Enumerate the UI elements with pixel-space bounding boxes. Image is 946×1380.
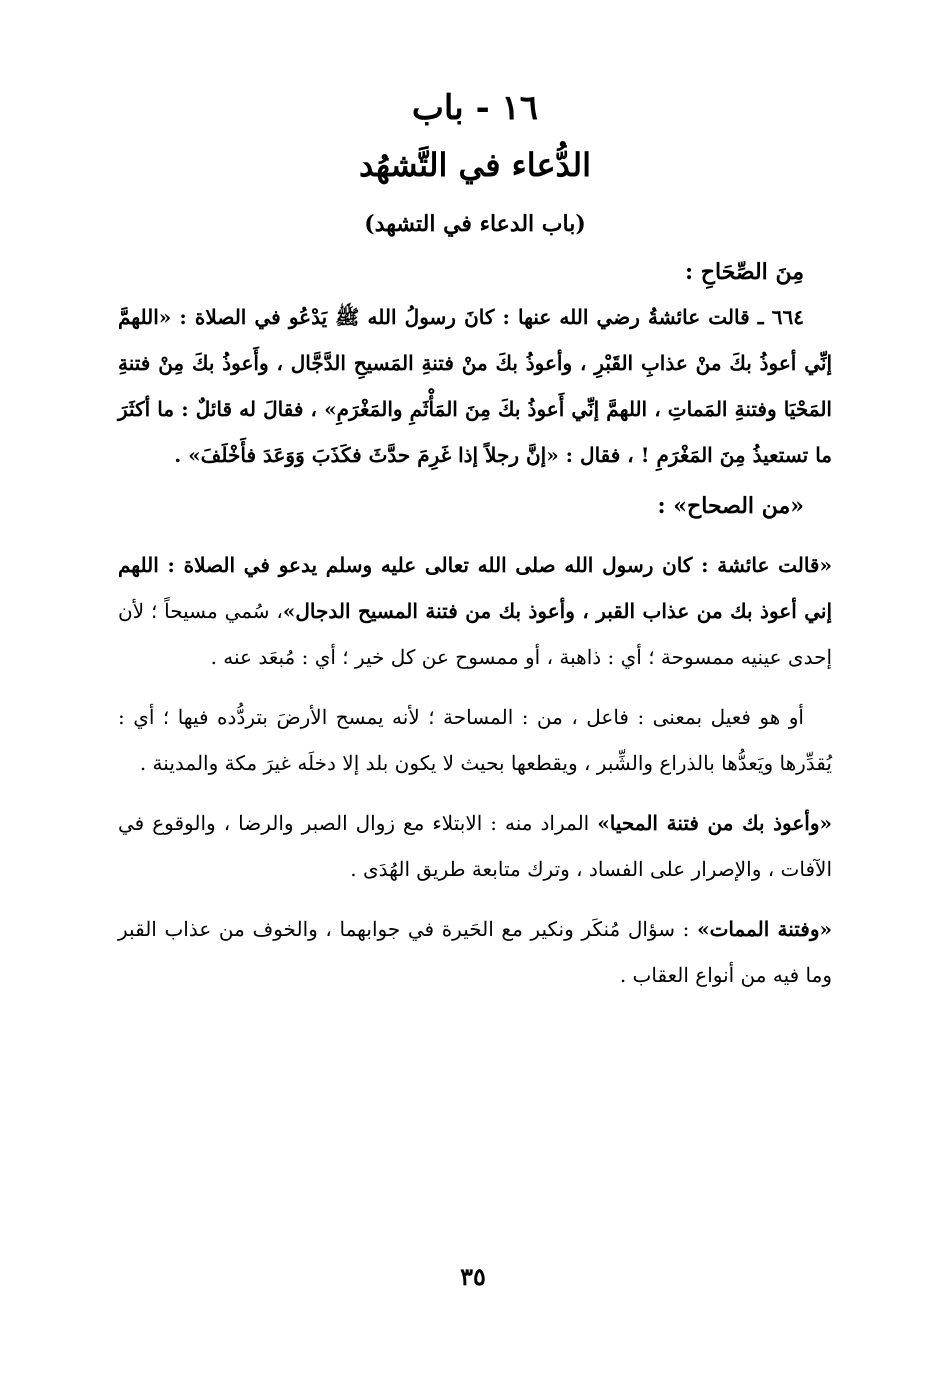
hadith-text: ٦٦٤ ـ قالت عائشةُ رضي الله عنها : كانَ رسولُ الله ﷺ يَدْعُو في الصلاة : «اللهمَّ إنِّي أعوذُ بكَ منْ عذابِ القَبْرِ ، وأعوذُ بكَ منْ فتنةِ المَسيحِ الدَّجَّال ، وأَعوذُ بكَ مِنْ فتنةِ المَحْيَا وفتنةِ المَماتِ ، اللهمَّ إنِّي أَعوذُ بكَ مِنَ المَأْثَمِ والمَغْرَمِ» ، فقالَ له قائلٌ : ما أكثَرَ ما تستعيذُ مِنَ المَغْرَمِ ! ، فقال : «إنَّ رجلاً إذا غَرِمَ حدَّثَ فكَذَبَ وَوَعَدَ فأَخْلَفَ» .	[118, 305, 832, 467]
commentary-quote-4: «وفتنة الممات»	[697, 917, 833, 941]
commentary-text-1: ، سُمي مسيحاً ؛ لأن إحدى عينيه ممسوحة ؛ أي : ذاهبة ، أو ممسوح عن كل خير ؛ أي : مُبعَد عنه .	[118, 599, 832, 669]
page-number: ٣٥	[460, 1262, 486, 1291]
commentary-paragraph-1	[118, 542, 832, 680]
commentary-text-3: المراد منه : الابتلاء مع زوال الصبر والرضا ، والوقوع في الآفات ، والإصرار على الفساد ، وترك متابعة طريق الهُدَى .	[118, 811, 832, 881]
masabih-section-label: مِنَ الصِّحَاحِ :	[685, 259, 804, 285]
chapter-title: الدُّعاء في التَّشهُد	[359, 146, 591, 184]
commentary-quote-3: «وأعوذ بك من فتنة المحيا»	[597, 811, 833, 835]
commentary-paragraph-3	[118, 800, 832, 892]
commentary-quote-1: «قالت عائشة : كان رسول الله صلى الله تعالى عليه وسلم يدعو في الصلاة : اللهم إني أعوذ بك من عذاب القبر ، وأعوذ بك من فتنة المسيح الدجال»	[118, 553, 833, 623]
page-body	[118, 80, 832, 998]
chapter-subtitle: (باب الدعاء في التشهد)	[364, 211, 586, 237]
commentary-text-4: : سؤال مُنكَر ونكير مع الحَيرة في جوابهما ، والخوف من عذاب القبر وما فيه من أنواع العقاب .	[118, 917, 832, 987]
commentary-paragraph-4	[118, 906, 832, 998]
commentary-paragraph-2: أو هو فعيل بمعنى : فاعل ، من : المساحة ؛ لأنه يمسح الأرضَ بتردُّده فيها ؛ أي : يُقدِّرها ويَعدُّها بالذراع والشِّبر ، ويقطعها بحيث لا يكون بلد إلا دخلَه غيرَ مكة والمدينة .	[118, 705, 832, 775]
sharh-section-label: «من الصحاح» :	[657, 493, 804, 519]
chapter-number: ١٦ - باب	[411, 88, 539, 128]
